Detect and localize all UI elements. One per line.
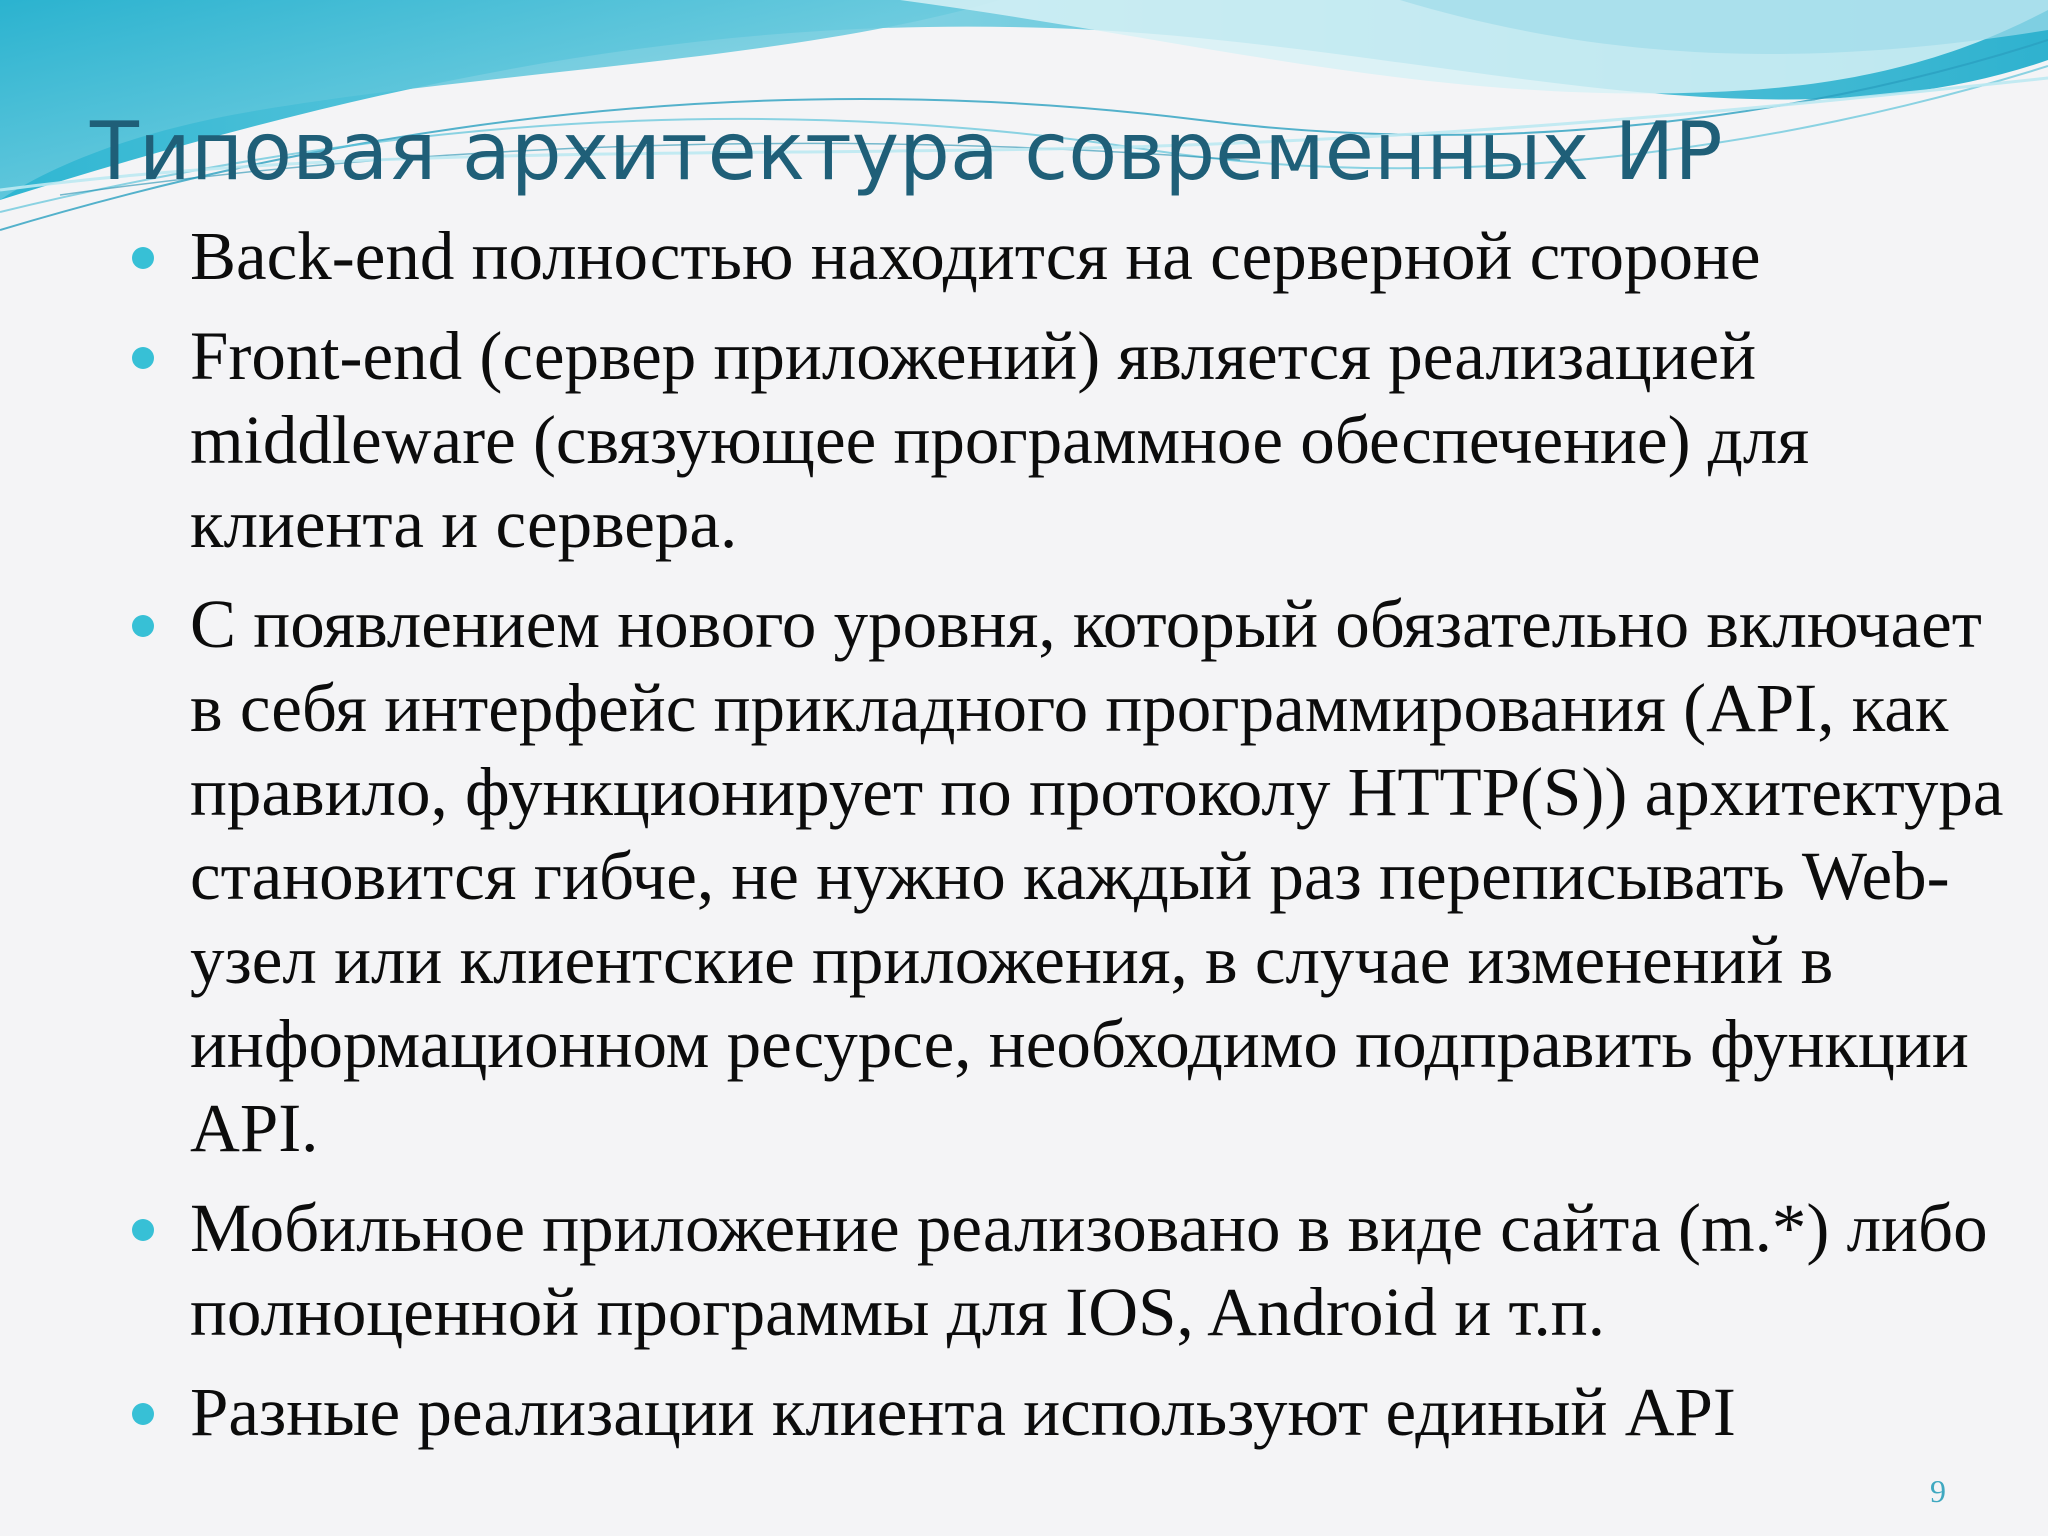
slide-title: Типовая архитектура современных ИР [90, 105, 1723, 198]
bullet-text: Мобильное приложение реализовано в виде сайта (m.*) либо полноценной программы для IOS, Android и т.п. [190, 1190, 1988, 1350]
bullet-item [120, 1186, 2020, 1354]
bullet-marker-icon [132, 1219, 154, 1241]
bullet-item [120, 314, 2020, 566]
bullet-item [120, 1370, 2020, 1454]
bullet-list [120, 214, 2020, 1470]
bullet-item [120, 214, 2020, 298]
bullet-marker-icon [132, 347, 154, 369]
bullet-item [120, 582, 2020, 1170]
bullet-text: Разные реализации клиента используют единый API [190, 1374, 1736, 1450]
bullet-marker-icon [132, 1403, 154, 1425]
bullet-marker-icon [132, 247, 154, 269]
bullet-text: С появлением нового уровня, который обязательно включает в себя интерфейс прикладного программирования (API, как правило, функционирует по протоколу HTTP(S)) архитектура становится гибче, не нужно каждый раз переписывать Web-узел или клиентские приложения, в случае изменений в информационном ресурсе, необходимо подправить функции API. [190, 586, 2004, 1166]
bullet-text: Back-end полностью находится на серверной стороне [190, 218, 1761, 294]
bullet-marker-icon [132, 615, 154, 637]
bullet-text: Front-end (сервер приложений) является реализацией middleware (связующее программное обеспечение) для клиента и сервера. [190, 318, 1810, 562]
page-number: 9 [1930, 1473, 1946, 1509]
